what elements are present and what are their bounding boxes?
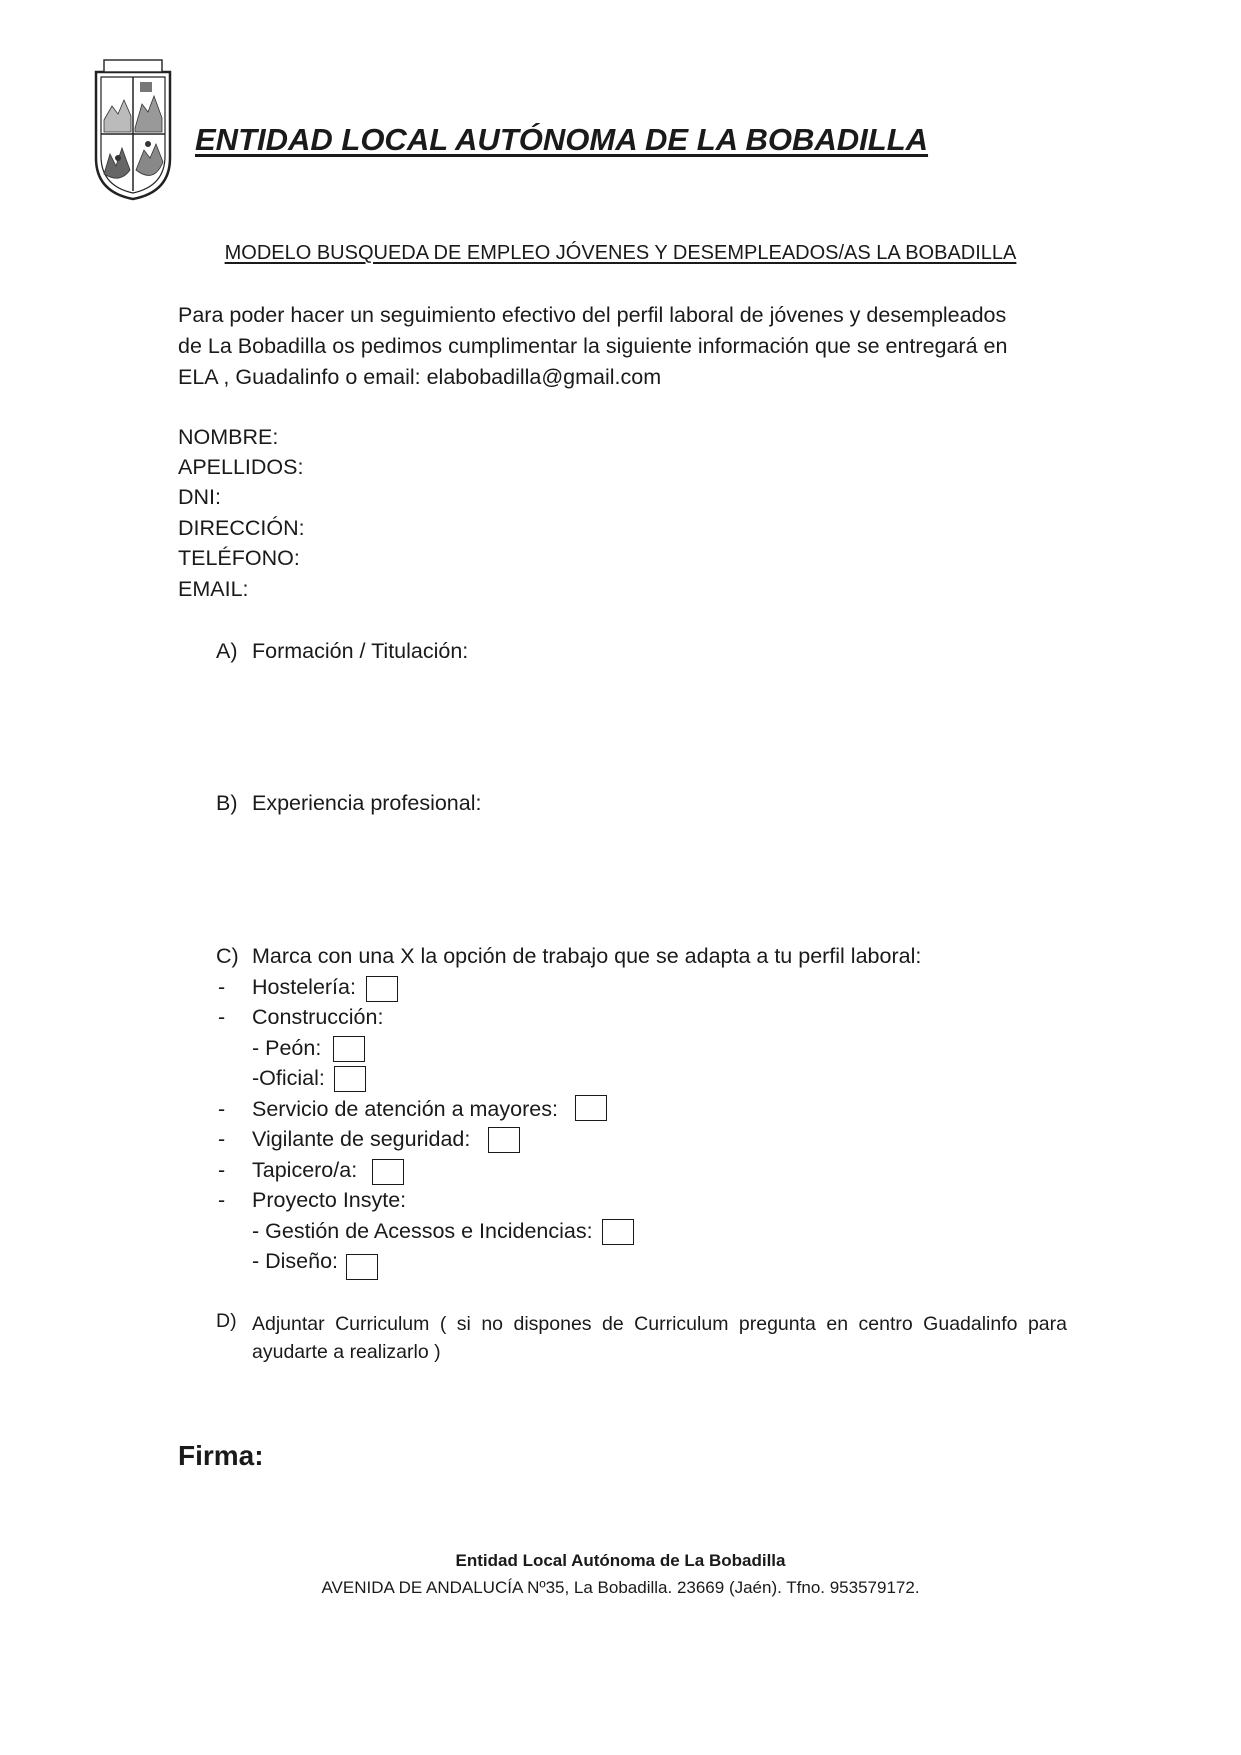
field-dni-label: DNI:: [178, 485, 221, 509]
section-d-text: Adjuntar Curriculum ( si no dispones de Curriculum pregunta en centro Guadalinfo para ayudarte a realizarlo ): [252, 1313, 1067, 1363]
page-title: ENTIDAD LOCAL AUTÓNOMA DE LA BOBADILLA: [195, 122, 929, 157]
footer-address: AVENIDA DE ANDALUCÍA Nº35, La Bobadilla. 23669 (Jaén). Tfno. 953579172.: [321, 1578, 920, 1597]
option-vigilante-label: Vigilante de seguridad:: [252, 1127, 471, 1151]
footer-entity-name: Entidad Local Autónoma de La Bobadilla: [455, 1551, 786, 1570]
list-dash: -: [218, 1158, 226, 1182]
oficial-checkbox[interactable]: [334, 1066, 366, 1092]
section-c-letter: C): [216, 944, 239, 968]
tapicero-checkbox[interactable]: [372, 1159, 404, 1185]
coat-of-arms-logo: [90, 58, 176, 202]
section-b-label: Experiencia profesional:: [252, 791, 482, 815]
field-apellidos-label: APELLIDOS:: [178, 455, 304, 479]
list-dash: -: [218, 975, 226, 999]
document-title: MODELO BUSQUEDA DE EMPLEO JÓVENES Y DESEMPLEADOS/AS LA BOBADILLA: [224, 242, 1017, 264]
hosteleria-checkbox[interactable]: [366, 976, 398, 1002]
field-telefono-label: TELÉFONO:: [178, 546, 300, 570]
list-dash: -: [218, 1127, 226, 1151]
option-peon-label: - Peón:: [252, 1036, 322, 1060]
option-mayores-label: Servicio de atención a mayores:: [252, 1097, 558, 1121]
option-oficial-label: -Oficial:: [252, 1066, 325, 1090]
intro-paragraph: [178, 300, 1078, 393]
intro-line: ELA , Guadalinfo o email: elabobadilla@gmail.com: [178, 365, 662, 389]
list-dash: -: [218, 1188, 226, 1212]
option-tapicero-label: Tapicero/a:: [252, 1158, 358, 1182]
option-accesos-label: - Gestión de Acessos e Incidencias:: [252, 1219, 593, 1243]
option-insyte-label: Proyecto Insyte:: [252, 1188, 407, 1212]
list-dash: -: [218, 1097, 226, 1121]
option-hosteleria-label: Hostelería:: [252, 975, 356, 999]
section-b-letter: B): [216, 791, 238, 815]
mayores-checkbox[interactable]: [575, 1095, 607, 1121]
field-direccion-label: DIRECCIÓN:: [178, 516, 305, 540]
section-d-letter: D): [216, 1310, 237, 1332]
list-dash: -: [218, 1005, 226, 1029]
peon-checkbox[interactable]: [333, 1036, 365, 1062]
diseno-checkbox[interactable]: [346, 1254, 378, 1280]
option-diseno-label: - Diseño:: [252, 1249, 339, 1273]
vigilante-checkbox[interactable]: [488, 1127, 520, 1153]
accesos-checkbox[interactable]: [602, 1219, 634, 1245]
section-a-letter: A): [216, 639, 238, 663]
field-email-label: EMAIL:: [178, 577, 249, 601]
field-nombre-label: NOMBRE:: [178, 425, 279, 449]
intro-line: de La Bobadilla os pedimos cumplimentar la siguiente información que se entregará en: [178, 334, 1008, 358]
option-construccion-label: Construcción:: [252, 1005, 384, 1029]
intro-line: Para poder hacer un seguimiento efectivo del perfil laboral de jóvenes y desempleados: [178, 303, 1007, 327]
section-a-label: Formación / Titulación:: [252, 639, 469, 663]
section-c-label: Marca con una X la opción de trabajo que se adapta a tu perfil laboral:: [252, 944, 922, 968]
signature-label: Firma:: [178, 1440, 264, 1471]
